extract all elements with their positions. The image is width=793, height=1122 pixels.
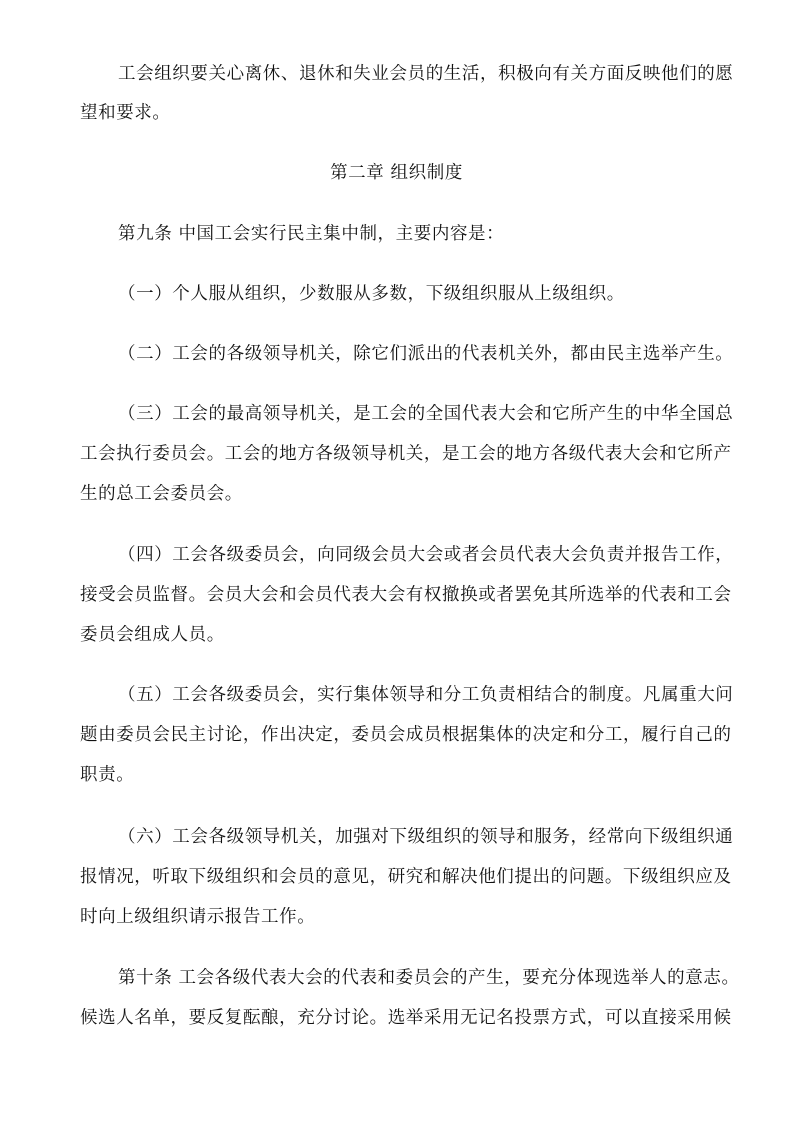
chapter-title: 第二章 组织制度 — [330, 163, 463, 183]
paragraph-retiree-care — [80, 54, 758, 133]
text-line: 望和要求。 — [80, 103, 171, 123]
text-line: （四）工会各级委员会，向同级会员大会或者会员代表大会负责并报告工作， — [118, 545, 734, 565]
text-line: 时向上级组织请示报告工作。 — [80, 907, 316, 927]
text-line: （二）工会的各级领导机关，除它们派出的代表机关外，都由民主选举产生。 — [118, 344, 734, 364]
text-line: （一）个人服从组织，少数服从多数，下级组织服从上级组织。 — [118, 284, 625, 304]
text-line: 候选人名单，要反复酝酿，充分讨论。选举采用无记名投票方式，可以直接采用候 — [80, 1008, 732, 1028]
clause-5 — [80, 675, 758, 795]
text-line: 生的总工会委员会。 — [80, 484, 243, 504]
clause-1 — [118, 274, 758, 314]
text-line: （三）工会的最高领导机关，是工会的全国代表大会和它所产生的中华全国总 — [118, 404, 734, 424]
text-line: 接受会员监督。会员大会和会员代表大会有权撤换或者罢免其所选举的代表和工会 — [80, 585, 732, 605]
text-line: 第十条 工会各级代表大会的代表和委员会的产生，要充分体现选举人的意志。 — [118, 968, 740, 988]
clause-2 — [118, 334, 758, 374]
clause-4 — [80, 535, 758, 655]
text-line: 工会执行委员会。工会的地方各级领导机关，是工会的地方各级代表大会和它所产 — [80, 444, 732, 464]
article-9-heading — [118, 214, 758, 254]
text-line: 工会组织要关心离休、退休和失业会员的生活，积极向有关方面反映他们的愿 — [118, 64, 734, 84]
text-line: 第九条 中国工会实行民主集中制，主要内容是： — [118, 224, 505, 244]
article-10 — [80, 958, 758, 1038]
text-line: 职责。 — [80, 765, 135, 785]
text-line: 题由委员会民主讨论，作出决定，委员会成员根据集体的决定和分工，履行自己的 — [80, 725, 732, 745]
clause-3 — [80, 394, 758, 514]
text-line: 报情况，听取下级组织和会员的意见，研究和解决他们提出的问题。下级组织应及 — [80, 867, 732, 887]
text-line: 委员会组成人员。 — [80, 625, 225, 645]
clause-6 — [80, 817, 758, 937]
text-line: （五）工会各级委员会，实行集体领导和分工负责相结合的制度。凡属重大问 — [118, 685, 734, 705]
text-line: （六）工会各级领导机关，加强对下级组织的领导和服务，经常向下级组织通 — [118, 827, 734, 847]
